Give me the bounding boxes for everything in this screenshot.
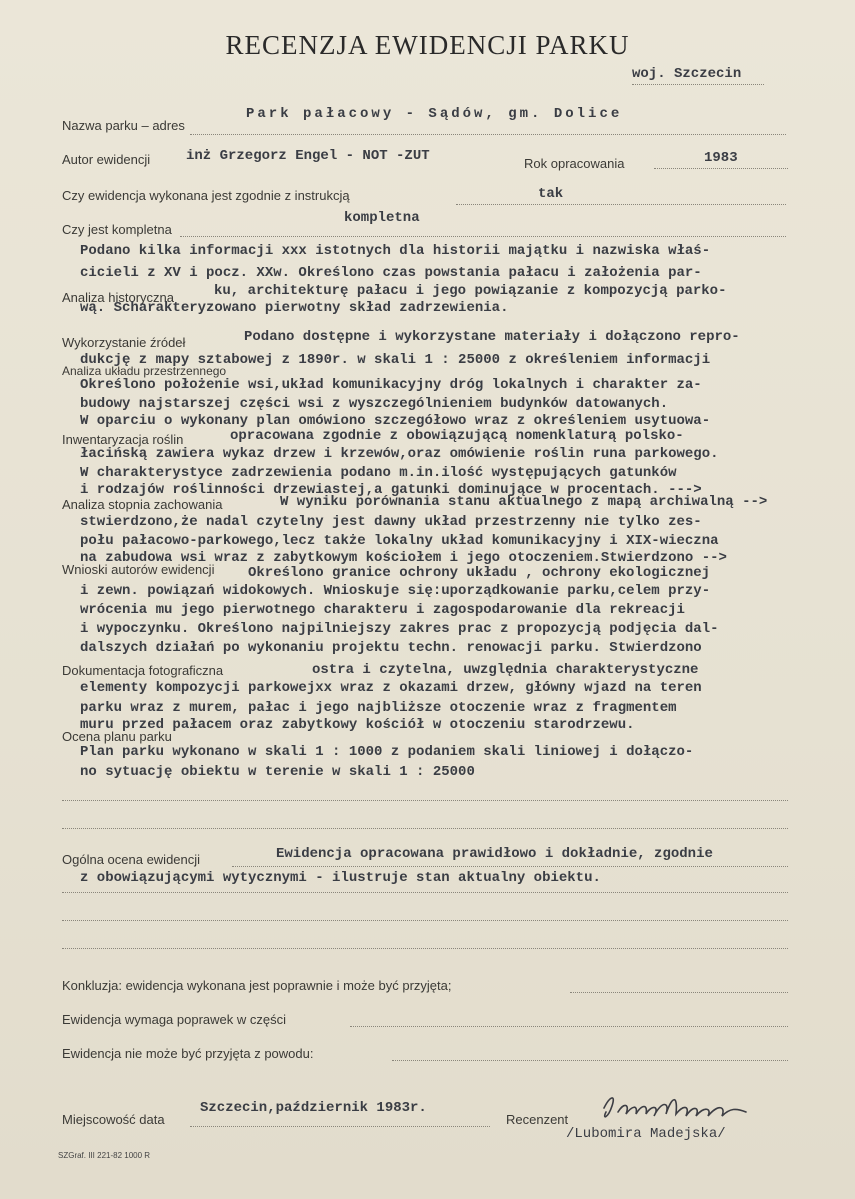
spatial-line: budowy najstarszej części wsi z wyszczególnieniem budynków datowanych.	[80, 396, 669, 412]
preservation-label: Analiza stopnia zachowania	[62, 497, 223, 512]
general-label: Ogólna ocena ewidencji	[62, 852, 201, 867]
reviewer-label: Recenzent	[506, 1112, 569, 1127]
park-name-underline	[190, 134, 786, 135]
historical-line: Podano kilka informacji xxx istotnych dla historii majątku i nazwiska właś-	[80, 243, 711, 259]
needs-fix-underline	[350, 1026, 788, 1027]
rejected-label: Ewidencja nie może być przyjęta z powodu:	[62, 1046, 314, 1061]
photo-line: muru przed pałacem oraz zabytkowy kościół w otoczeniu starodrzewu.	[80, 717, 635, 733]
instruction-label: Czy ewidencja wykonana jest zgodnie z instrukcją	[62, 188, 350, 203]
inventory-line: W charakterystyce zadrzewienia podano m.in.ilość występujących gatunków	[80, 465, 677, 481]
voivodeship: woj. Szczecin	[632, 66, 742, 82]
sources-label: Wykorzystanie źródeł	[62, 335, 186, 350]
conclusion-ok-label: Konkluzja: ewidencja wykonana jest poprawnie i może być przyjęta;	[62, 978, 452, 993]
photo-line: parku wraz z murem, pałac i jego najbliższe otoczenie wraz z fragmentem	[80, 700, 677, 716]
preservation-line: połu pałacowo-parkowego,lecz także lokalny układ komunikacyjny i XIX-wieczna	[80, 533, 719, 549]
park-name-label: Nazwa parku – adres	[62, 118, 185, 133]
historical-line: ku, architekturę pałacu i jego powiązanie z kompozycją parko-	[214, 283, 727, 299]
reviewer-signature	[596, 1090, 776, 1130]
year-label: Rok opracowania	[524, 156, 625, 171]
general-underline	[62, 948, 788, 949]
historical-label: Analiza historyczna	[62, 290, 174, 305]
conclusion-ok-underline	[570, 992, 788, 993]
author-label: Autor ewidencji	[62, 152, 151, 167]
inventory-line: opracowana zgodnie z obowiązującą nomenklaturą polsko-	[230, 428, 684, 444]
conclusions-line: i zewn. powiązań widokowych. Wnioskuje się:uporządkowanie parku,celem przy-	[80, 583, 711, 599]
sources-line: dukcję z mapy sztabowej z 1890r. w skali 1 : 25000 z określeniem informacji	[80, 352, 711, 368]
park-name-value: Park pałacowy - Sądów, gm. Dolice	[246, 106, 623, 122]
preservation-line: na zabudowa wsi wraz z zabytkowym kościołem i jego otoczeniem.Stwierdzono -->	[80, 550, 727, 566]
complete-label: Czy jest kompletna	[62, 222, 172, 237]
photo-label: Dokumentacja fotograficzna	[62, 663, 224, 678]
print-code: SZGraf. III 221-82 1000 R	[58, 1151, 151, 1160]
plan-underline	[62, 800, 788, 801]
place-date-label: Miejscowość data	[62, 1112, 165, 1127]
plan-underline	[62, 828, 788, 829]
spatial-line: W oparciu o wykonany plan omówiono szczegółowo wraz z określeniem usytuowa-	[80, 413, 711, 429]
historical-line: wą. Scharakteryzowano pierwotny skład zadrzewienia.	[80, 300, 509, 316]
voivodeship-underline	[632, 84, 764, 85]
conclusions-label: Wnioski autorów ewidencji	[62, 562, 215, 577]
sources-line: Podano dostępne i wykorzystane materiały i dołączono repro-	[244, 329, 740, 345]
general-line: z obowiązującymi wytycznymi - ilustruje stan aktualny obiektu.	[80, 870, 601, 886]
complete-value: kompletna	[344, 210, 420, 226]
plan-line: no sytuację obiektu w terenie w skali 1 : 25000	[80, 764, 475, 780]
form-title: RECENZJA EWIDENCJI PARKU	[225, 30, 630, 60]
year-value: 1983	[704, 150, 738, 166]
plan-line: Plan parku wykonano w skali 1 : 1000 z podaniem skali liniowej i dołączo-	[80, 744, 694, 760]
rejected-underline	[392, 1060, 788, 1061]
preservation-line: W wyniku porównania stanu aktualnego z mapą archiwalną -->	[280, 494, 768, 510]
needs-fix-label: Ewidencja wymaga poprawek w części	[62, 1012, 286, 1027]
inventory-line: łacińską zawiera wykaz drzew i krzewów,oraz omówienie roślin runa parkowego.	[80, 446, 719, 462]
general-underline	[62, 892, 788, 893]
general-line: Ewidencja opracowana prawidłowo i dokładnie, zgodnie	[276, 846, 713, 862]
conclusions-line: dalszych działań po wykonaniu projektu techn. renowacji parku. Stwierdzono	[80, 640, 702, 656]
conclusions-line: Określono granice ochrony układu , ochrony ekologicznej	[248, 565, 711, 581]
photo-line: elementy kompozycji parkowejxx wraz z okazami drzew, główny wjazd na teren	[80, 680, 702, 696]
author-value: inż Grzegorz Engel - NOT -ZUT	[186, 148, 430, 164]
instruction-underline	[456, 204, 786, 205]
general-underline	[232, 866, 788, 867]
photo-line: ostra i czytelna, uwzględnia charakterystyczne	[312, 662, 699, 678]
historical-line: cicieli z XV i pocz. XXw. Określono czas powstania pałacu i założenia par-	[80, 265, 702, 281]
preservation-line: stwierdzono,że nadal czytelny jest dawny układ przestrzenny nie tylko zes-	[80, 514, 702, 530]
conclusions-line: wrócenia mu jego pierwotnego charakteru i zagospodarowanie dla rekreacji	[80, 602, 685, 618]
spatial-line: Określono położenie wsi,układ komunikacyjny dróg lokalnych i charakter za-	[80, 377, 702, 393]
inventory-label: Inwentaryzacja roślin	[62, 432, 184, 447]
inventory-line: i rodzajów roślinności drzewiastej,a gatunki dominujące w procentach. --->	[80, 482, 702, 498]
instruction-value: tak	[538, 186, 564, 202]
place-date-underline	[190, 1126, 490, 1127]
conclusions-line: i wypoczynku. Określono najpilniejszy zakres prac z propozycją podjęcia dal-	[80, 621, 719, 637]
complete-underline	[180, 236, 786, 237]
reviewer-name: /Lubomira Madejska/	[566, 1126, 726, 1142]
year-underline	[654, 168, 788, 169]
spatial-label: Analiza układu przestrzennego	[62, 364, 227, 378]
place-date-value: Szczecin,październik 1983r.	[200, 1100, 427, 1116]
plan-label: Ocena planu parku	[62, 729, 172, 744]
general-underline	[62, 920, 788, 921]
